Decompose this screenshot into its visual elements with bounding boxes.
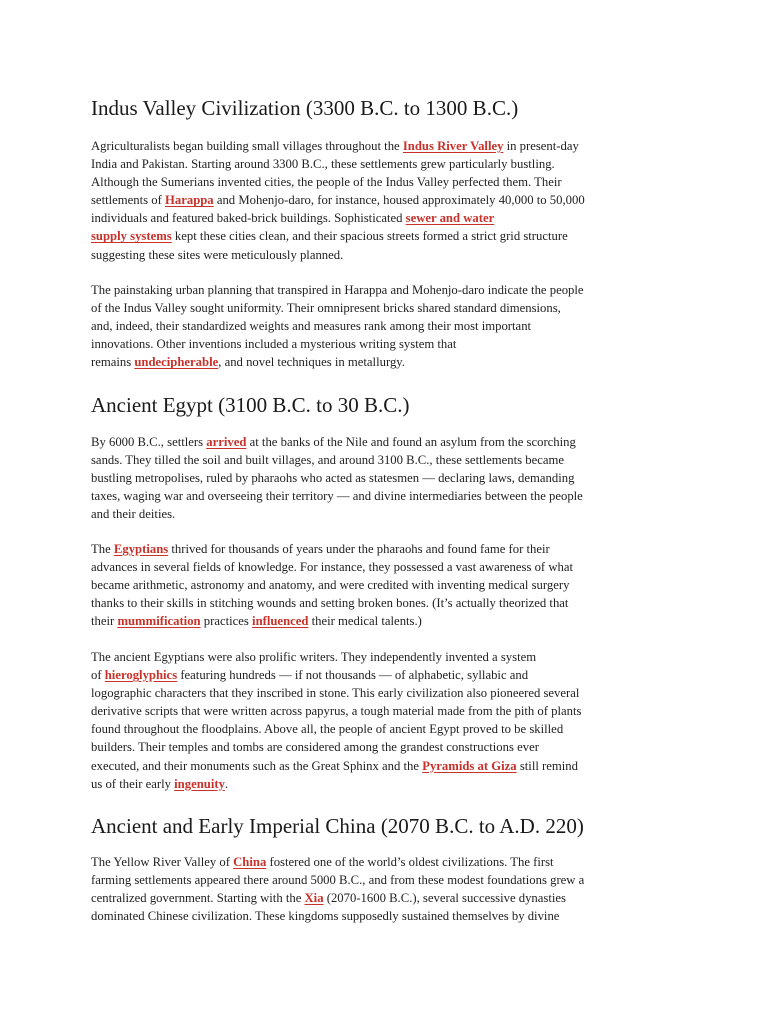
- text-line: [91, 299, 691, 317]
- text-run: dominated Chinese civilization. These kingdoms supposedly sustained themselves by divine: [91, 909, 560, 924]
- text-line: [91, 757, 691, 775]
- text-line: [91, 871, 691, 889]
- text-line: [91, 155, 691, 173]
- text-line: [91, 451, 691, 469]
- inline-link[interactable]: influenced: [252, 614, 309, 629]
- text-line: [91, 720, 691, 738]
- inline-link[interactable]: arrived: [206, 435, 247, 449]
- text-run: The painstaking urban planning that transpired in Harappa and Mohenjo-daro indicate the people: [91, 283, 584, 297]
- text-run: of the Indus Valley sought uniformity. Their omnipresent bricks shared standard dimensions,: [91, 301, 561, 316]
- text-line: [91, 505, 691, 523]
- text-run: executed, and their monuments such as the Great Sphinx and the: [91, 758, 423, 773]
- text-run: bustling metropolises, ruled by pharaohs who acted as statesmen — declaring laws, demanding: [91, 471, 575, 486]
- text-line: [91, 227, 691, 245]
- text-run: advances in several fields of knowledge. For instance, they possessed a vast awareness of what: [91, 560, 573, 575]
- text-run: kept these cities clean, and their spacious streets formed a strict grid structure: [171, 229, 568, 244]
- section-heading: Ancient and Early Imperial China (2070 B.C. to A.D. 220): [91, 814, 584, 838]
- text-line: [91, 576, 691, 594]
- text-run: , and novel techniques in metallurgy.: [218, 355, 405, 370]
- inline-link[interactable]: hieroglyphics: [104, 668, 178, 683]
- text-line: [91, 335, 691, 353]
- text-run: The Yellow River Valley of: [91, 855, 234, 869]
- text-line: [91, 612, 691, 630]
- text-run: India and Pakistan. Starting around 3300 B.C., these settlements grew particularly bustling.: [91, 157, 555, 172]
- text-line: [91, 246, 691, 264]
- text-run: at the banks of the Nile and found an asylum from the scorching: [246, 435, 576, 449]
- inline-link[interactable]: supply systems: [91, 229, 172, 244]
- text-line: [91, 317, 691, 335]
- text-line: [91, 853, 691, 871]
- text-run: fostered one of the world’s oldest civilizations. The first: [266, 855, 554, 869]
- text-run: became arithmetic, astronomy and anatomy, and were credited with inventing medical surgery: [91, 578, 570, 593]
- text-run: still remind: [516, 758, 578, 773]
- text-line: [91, 648, 691, 666]
- paragraph: [91, 648, 691, 793]
- text-run: remains: [91, 355, 135, 370]
- inline-link[interactable]: sewer and water: [405, 211, 495, 226]
- text-line: [91, 594, 691, 612]
- paragraph: [91, 540, 691, 630]
- text-run: their: [91, 614, 118, 629]
- inline-link[interactable]: mummification: [117, 614, 201, 629]
- text-line: [91, 137, 691, 155]
- paragraph: [91, 137, 691, 264]
- text-line: [91, 907, 691, 925]
- inline-link[interactable]: China: [233, 855, 267, 869]
- section-heading: Indus Valley Civilization (3300 B.C. to 1300 B.C.): [91, 96, 519, 120]
- inline-link[interactable]: Xia: [304, 891, 324, 906]
- text-line: [91, 281, 691, 299]
- text-run: featuring hundreds — if not thousands — of alphabetic, syllabic and: [177, 668, 529, 683]
- text-line: [91, 738, 691, 756]
- text-run: centralized government. Starting with the: [91, 891, 305, 906]
- text-line: [91, 666, 691, 684]
- text-line: [91, 540, 691, 558]
- text-run: settlements of: [91, 193, 165, 208]
- text-line: [91, 469, 691, 487]
- inline-link[interactable]: Egyptians: [113, 542, 169, 556]
- text-line: [91, 353, 691, 371]
- text-run: sands. They tilled the soil and built villages, and around 3100 B.C., these settlements became: [91, 453, 564, 468]
- text-run: builders. Their temples and tombs are considered among the grandest constructions ever: [91, 740, 539, 755]
- text-run: found throughout the floodplains. Above all, the people of ancient Egypt proved to be skilled: [91, 722, 564, 737]
- text-run: .: [224, 776, 229, 791]
- text-line: [91, 684, 691, 702]
- paragraph: [91, 853, 691, 925]
- text-run: of: [91, 668, 105, 683]
- text-run: and, indeed, their standardized weights and measures rank among their most important: [91, 319, 532, 334]
- text-run: By 6000 B.C., settlers: [91, 435, 207, 449]
- text-run: Although the Sumerians invented cities, the people of the Indus Valley perfected them. Their: [91, 175, 562, 190]
- text-line: [91, 191, 691, 209]
- text-run: suggesting these sites were meticulously planned.: [91, 247, 344, 262]
- text-run: individuals and featured baked-brick buildings. Sophisticated: [91, 211, 406, 226]
- text-run: thrived for thousands of years under the pharaohs and found fame for their: [168, 542, 550, 556]
- text-run: The: [91, 542, 114, 556]
- text-run: their medical talents.): [308, 614, 422, 629]
- inline-link[interactable]: Indus River Valley: [402, 139, 504, 153]
- text-line: [91, 889, 691, 907]
- text-run: and Mohenjo-daro, for instance, housed approximately 40,000 to 50,000: [213, 193, 585, 208]
- text-run: thanks to their skills in stitching wounds and setting broken bones. (It’s actually theorized that: [91, 596, 569, 611]
- text-run: taxes, waging war and overseeing their territory — and divine intermediaries between the people: [91, 489, 583, 504]
- text-run: practices: [200, 614, 253, 629]
- inline-link[interactable]: ingenuity: [174, 776, 225, 791]
- text-line: [91, 173, 691, 191]
- text-line: [91, 433, 691, 451]
- text-run: farming settlements appeared there around 5000 B.C., and from these modest foundations grew a: [91, 873, 585, 888]
- inline-link[interactable]: undecipherable: [134, 355, 219, 370]
- text-line: [91, 209, 691, 227]
- text-run: and their deities.: [91, 507, 176, 522]
- text-run: us of their early: [91, 776, 175, 791]
- text-run: in present-day: [503, 139, 579, 153]
- text-line: [91, 702, 691, 720]
- paragraph: [91, 433, 691, 523]
- text-run: logographic characters that they inscribed in stone. This early civilization also pioneered several: [91, 686, 580, 701]
- paragraph: [91, 281, 691, 371]
- inline-link[interactable]: Pyramids at Giza: [422, 758, 517, 773]
- text-run: derivative scripts that were written across papyrus, a tough material made from the pith of plants: [91, 704, 582, 719]
- text-line: [91, 558, 691, 576]
- section-heading: Ancient Egypt (3100 B.C. to 30 B.C.): [91, 393, 410, 417]
- text-run: (2070-1600 B.C.), several successive dynasties: [323, 891, 566, 906]
- inline-link[interactable]: Harappa: [165, 193, 214, 208]
- text-run: innovations. Other inventions included a mysterious writing system that: [91, 337, 457, 352]
- text-line: [91, 487, 691, 505]
- text-line: [91, 775, 691, 793]
- text-run: Agriculturalists began building small villages throughout the: [91, 139, 403, 153]
- text-run: The ancient Egyptians were also prolific writers. They independently invented a system: [91, 650, 537, 664]
